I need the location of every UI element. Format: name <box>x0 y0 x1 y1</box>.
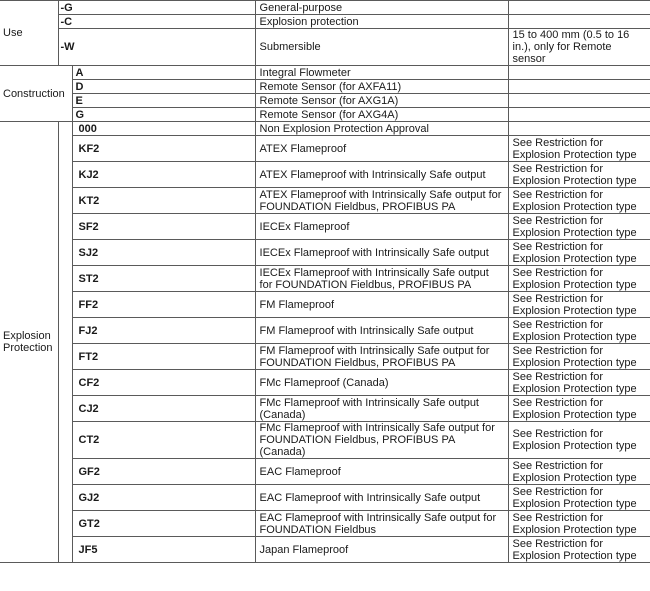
table-row <box>0 136 650 162</box>
blank-cell <box>58 122 72 563</box>
code-cell: -G <box>58 1 255 15</box>
description-cell: IECEx Flameproof with Intrinsically Safe output for FOUNDATION Fieldbus, PROFIBUS PA <box>255 266 508 292</box>
table-row <box>0 94 650 108</box>
note-cell: See Restriction for Explosion Protection type <box>508 459 650 485</box>
note-cell: See Restriction for Explosion Protection type <box>508 188 650 214</box>
table-row <box>0 459 650 485</box>
code-cell: G <box>72 108 255 122</box>
table-row <box>0 485 650 511</box>
note-cell: 15 to 400 mm (0.5 to 16 in.), only for Remote sensor <box>508 29 650 66</box>
table-row <box>0 511 650 537</box>
note-cell: See Restriction for Explosion Protection type <box>508 422 650 459</box>
group-label-use: Use <box>0 1 58 66</box>
note-cell <box>508 15 650 29</box>
note-cell <box>508 1 650 15</box>
table-row <box>0 396 650 422</box>
table-row <box>0 15 650 29</box>
table-row <box>0 422 650 459</box>
description-cell: FMc Flameproof (Canada) <box>255 370 508 396</box>
note-cell: See Restriction for Explosion Protection type <box>508 396 650 422</box>
code-cell: KF2 <box>72 136 255 162</box>
table-row <box>0 292 650 318</box>
description-cell: Remote Sensor (for AXG4A) <box>255 108 508 122</box>
note-cell: See Restriction for Explosion Protection type <box>508 485 650 511</box>
note-cell: See Restriction for Explosion Protection type <box>508 136 650 162</box>
table-row <box>0 370 650 396</box>
note-cell: See Restriction for Explosion Protection type <box>508 266 650 292</box>
table-row <box>0 162 650 188</box>
description-cell: FM Flameproof with Intrinsically Safe output <box>255 318 508 344</box>
note-cell: See Restriction for Explosion Protection type <box>508 511 650 537</box>
note-cell: See Restriction for Explosion Protection type <box>508 344 650 370</box>
code-cell: JF5 <box>72 537 255 563</box>
code-cell: KJ2 <box>72 162 255 188</box>
table-row <box>0 537 650 563</box>
group-label-construction: Construction <box>0 66 72 122</box>
code-cell: A <box>72 66 255 80</box>
note-cell: See Restriction for Explosion Protection type <box>508 318 650 344</box>
code-cell: FF2 <box>72 292 255 318</box>
note-cell: See Restriction for Explosion Protection type <box>508 162 650 188</box>
code-cell: GT2 <box>72 511 255 537</box>
code-cell: CF2 <box>72 370 255 396</box>
description-cell: Remote Sensor (for AXFA11) <box>255 80 508 94</box>
description-cell: EAC Flameproof with Intrinsically Safe output for FOUNDATION Fieldbus <box>255 511 508 537</box>
note-cell: See Restriction for Explosion Protection type <box>508 537 650 563</box>
note-cell <box>508 66 650 80</box>
group-label-text: Explosion Protection <box>3 330 53 354</box>
code-cell: SJ2 <box>72 240 255 266</box>
code-cell: SF2 <box>72 214 255 240</box>
description-cell: Remote Sensor (for AXG1A) <box>255 94 508 108</box>
description-cell: Non Explosion Protection Approval <box>255 122 508 136</box>
code-cell: ST2 <box>72 266 255 292</box>
code-cell: CJ2 <box>72 396 255 422</box>
description-cell: ATEX Flameproof with Intrinsically Safe output <box>255 162 508 188</box>
code-cell: E <box>72 94 255 108</box>
description-cell: EAC Flameproof with Intrinsically Safe output <box>255 485 508 511</box>
description-cell: IECEx Flameproof with Intrinsically Safe output <box>255 240 508 266</box>
table-row <box>0 1 650 15</box>
note-cell <box>508 94 650 108</box>
description-cell: Integral Flowmeter <box>255 66 508 80</box>
table-row <box>0 318 650 344</box>
table-row <box>0 188 650 214</box>
code-cell: KT2 <box>72 188 255 214</box>
description-cell: General-purpose <box>255 1 508 15</box>
note-cell <box>508 80 650 94</box>
note-cell: See Restriction for Explosion Protection type <box>508 370 650 396</box>
description-cell: Japan Flameproof <box>255 537 508 563</box>
description-cell: FM Flameproof <box>255 292 508 318</box>
note-cell <box>508 122 650 136</box>
table-row <box>0 66 650 80</box>
description-cell: FMc Flameproof with Intrinsically Safe output for FOUNDATION Fieldbus, PROFIBUS PA (Canada) <box>255 422 508 459</box>
note-cell: See Restriction for Explosion Protection type <box>508 214 650 240</box>
table-row <box>0 122 650 136</box>
group-label-explosion-protection <box>0 122 58 563</box>
description-cell: IECEx Flameproof <box>255 214 508 240</box>
code-cell: FJ2 <box>72 318 255 344</box>
table-row <box>0 266 650 292</box>
table-row <box>0 80 650 94</box>
description-cell: FMc Flameproof with Intrinsically Safe output (Canada) <box>255 396 508 422</box>
table-row <box>0 108 650 122</box>
note-cell: See Restriction for Explosion Protection type <box>508 240 650 266</box>
description-cell: EAC Flameproof <box>255 459 508 485</box>
code-cell: -W <box>58 29 255 66</box>
code-cell: CT2 <box>72 422 255 459</box>
code-cell: 000 <box>72 122 255 136</box>
table-row <box>0 240 650 266</box>
table-row <box>0 29 650 66</box>
code-cell: -C <box>58 15 255 29</box>
note-cell <box>508 108 650 122</box>
description-cell: ATEX Flameproof <box>255 136 508 162</box>
table-row <box>0 214 650 240</box>
description-cell: Submersible <box>255 29 508 66</box>
code-cell: FT2 <box>72 344 255 370</box>
note-cell: See Restriction for Explosion Protection type <box>508 292 650 318</box>
code-cell: GJ2 <box>72 485 255 511</box>
description-cell: ATEX Flameproof with Intrinsically Safe output for FOUNDATION Fieldbus, PROFIBUS PA <box>255 188 508 214</box>
table-row <box>0 344 650 370</box>
description-cell: FM Flameproof with Intrinsically Safe output for FOUNDATION Fieldbus, PROFIBUS PA <box>255 344 508 370</box>
description-cell: Explosion protection <box>255 15 508 29</box>
code-cell: GF2 <box>72 459 255 485</box>
code-cell: D <box>72 80 255 94</box>
